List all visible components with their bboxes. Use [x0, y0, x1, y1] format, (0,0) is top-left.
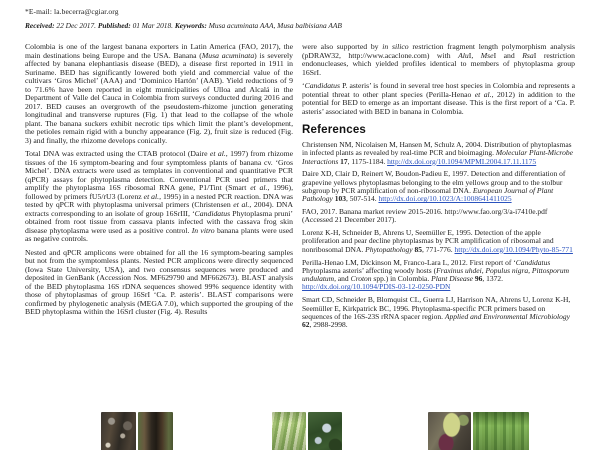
- text-run: 103: [334, 194, 346, 204]
- text-run: Perilla-Henao LM, Dickinson M, Franco-Lara L, 2012. First report of ‘: [302, 257, 516, 267]
- text-run: Published:: [97, 21, 133, 30]
- left-column: [25, 43, 293, 334]
- text-run: Rsa: [522, 50, 534, 60]
- text-run: , 1997) from rhizome tissues of the 16 symptom-bearing and four symptomless plants of banana cv. ‘Gros Michel’. DNA extracts were used as templates in conventional and quantitative PCR (qPCR) assays for phytoplasma detection. Conventional PCR used primers that amplify the phytoplasma 16S ribosomal RNA gene, P1/Tint (Smart: [25, 149, 293, 192]
- text-run: , 2004). DNA extracts corresponding to an isolate of group 16SrIII, ‘: [25, 200, 294, 218]
- text-run: et al.: [474, 89, 492, 99]
- text-run: et al.: [250, 183, 268, 192]
- text-run: Alu: [458, 50, 469, 60]
- paragraph-rflp: [302, 43, 575, 77]
- text-run: Lorenz K-H, Schneider B, Ahrens U, Seemüller E, 1995. Detection of the apple proliferation and pear decline phytoplasmas by PCR amplification of ribosomal and nonribosomal DNA.: [302, 228, 554, 254]
- text-run: , 2012) in addition to the potential for BED to emerge as an important disease. This is the first report of a ‘Ca. P. asteris’ associated with BED in banana in Colombia.: [302, 89, 576, 116]
- text-run: Mse: [480, 50, 494, 60]
- paragraph-results: [25, 249, 293, 317]
- text-run: Received:: [25, 21, 57, 30]
- text-run: In vitro: [191, 225, 215, 235]
- figure-1-pair: [101, 412, 173, 450]
- text-run: Smart CD, Schneider B, Blomquist CL, Guerra LJ, Harrison NA, Ahrens U, Lorenz K-H, Seemüller E, Kirkpatrick BC, 1996. Phytoplasma-specific PCR primers based on sequences of the 16S-23S rRNA spacer region.: [302, 295, 571, 321]
- text-run: , 1996), followed by primers fU5/rU3 (Lorenz: [25, 183, 294, 201]
- figure-3-pair: [428, 412, 529, 450]
- text-run: ) is severely affected by banana elephantiasis disease (BED), a disease first reported in 1911 in Suriname. BED has significantly lowered both yield and commercial value of the cultivars ‘Gros Michel’ (AAA) and ‘Dominico Hartón’ (AAB). Yield reductions of 9 to 71.6% have been reported in eight municipalities of Ulloa and Alcalá in the Department of Valle del Cauca in Colombia from surveys conducted during 2016 and 2017. BED causes an overgrowth of the pseudostem-rhizome junction generating longitudinal and transverse ruptures (Fig. 1) that lead to the collapse of the whole plant. The banana suckers exhibit necrotic tips which limit the plant’s development, the petioles remain rigid with a bunchy appearance (Fig. 2), fruit size is reduced (Fig. 3) and finally, the rhizome develops conically.: [25, 50, 293, 145]
- text-run: spp.) in Colombia.: [371, 274, 432, 284]
- text-run: 62: [302, 320, 310, 330]
- text-run: Plant Disease: [431, 274, 474, 284]
- two-column-body: [25, 43, 575, 334]
- text-run: Keywords:: [174, 21, 209, 30]
- text-run: Candidatus: [515, 257, 551, 267]
- text-run: Fraxinus uhdei, Populus nigra, Pittosporum undulatum,: [302, 265, 569, 284]
- text-run: et al.: [233, 200, 250, 209]
- text-run: et al.: [143, 191, 160, 201]
- text-run: Phytopathology: [365, 244, 413, 254]
- text-run: Musa acuminata: [201, 50, 255, 60]
- text-run: , 1372.: [482, 274, 504, 284]
- reference-item: [302, 229, 575, 254]
- text-run: Colombia is one of the largest banana exporters in Latin America (FAO, 2017), the main destinations being Europe and the USA. Banana (: [25, 42, 293, 60]
- text-run: Daire XD, Clair D, Reinert W, Boudon-Padieu E, 1997. Detection and differentiation of grapevine yellows phytoplasmas belonging to the elm yellows group and to the stolbur subgroup by PCR amplification of non-ribosomal DNA.: [302, 169, 566, 195]
- text-run: , 1995) in a nested PCR reaction. DNA was tested by qPCR with phytoplasma universal primers (Christensen: [25, 191, 293, 209]
- text-run: Phytoplasma pruni’ obtained from root tissue from cassava plants infected with the cassava frog skin disease phytoplasma were used as a positive control.: [25, 208, 293, 235]
- text-run: banana plants were used as negative controls.: [25, 225, 293, 243]
- article-meta-line: [25, 21, 585, 30]
- text-run: 85: [414, 244, 422, 254]
- reference-item: [302, 208, 575, 225]
- doi-link[interactable]: http://dx.doi.org/10.1094/MPMI.2004.17.11.1175: [387, 156, 537, 166]
- text-run: Christensen NM, Nicolaisen M, Hansen M, Schulz A, 2004. Distribution of phytoplasmas in infected plants as revealed by real-time PCR and bioimaging.: [302, 140, 572, 158]
- right-column: [302, 43, 575, 334]
- doi-link[interactable]: http://dx.doi.org/10.1094/Phyto-85-771: [454, 244, 573, 254]
- paragraph-methods: [25, 150, 293, 244]
- text-run: FAO, 2017. Banana market review 2015-2016. http://www.fao.org/3/a-i7410e.pdf (Accessed 21 December 2017).: [302, 207, 548, 225]
- text-run: Molecular Plant-Microbe Interactions: [302, 148, 573, 166]
- figure-2-right-image: [308, 412, 342, 450]
- figure-2-left-image: [272, 412, 306, 450]
- text-run: 17: [340, 156, 348, 166]
- text-run: Candidatus: [304, 81, 341, 90]
- paragraph-introduction: [25, 43, 293, 145]
- text-run: in silico: [382, 42, 409, 51]
- references-heading: References: [302, 124, 367, 136]
- text-run: Musa acuminata AAA, Musa balbisiana AAB: [208, 21, 342, 30]
- text-run: Nested and qPCR amplicons were obtained for all the 16 symptom-bearing samples but not from the symptomless plants. Nested PCR amplicons were directly sequenced (Iowa State University, USA), and two consensus sequences were produced and deposited in GenBank (Accession Nos. MF629790 and MF662673). BLAST analysis of the BED phytoplasma 16S rDNA sequences showed 99% sequence identity with those of phytoplasmas of group 16SrI ‘Ca. P. asteris’. BLAST comparisons were confirmed by phylogenetic analysis (MEGA 7.0), which supported the grouping of the BED phytoplasma within the 16SrI cluster (Fig. 4). Results: [25, 247, 293, 316]
- text-run: Phytoplasma asteris’ affecting woody hosts (: [302, 265, 437, 275]
- text-run: were also supported by: [302, 42, 383, 51]
- text-run: , 771-776.: [422, 244, 455, 254]
- text-run: et al.: [209, 149, 226, 158]
- corresponding-email: *E-mail: la.becerra@cgiar.org: [25, 7, 119, 16]
- text-run: 01 Mar 2018.: [132, 21, 175, 30]
- figure-1-left-image: [101, 412, 136, 450]
- text-run: European Journal of Plant Pathology: [302, 185, 554, 204]
- text-run: I restriction endonucleases, which yielded profiles identical to members of phytoplasma group 16SrI.: [302, 50, 575, 77]
- figure-2-pair: [272, 412, 342, 450]
- reference-item: [302, 296, 575, 329]
- text-run: P. asteris’ is found in several tree host species in Colombia and represents a potential threat to other plant species (Perilla-Henao: [302, 81, 575, 99]
- paragraph-conclusion: [302, 82, 575, 116]
- text-run: I and: [493, 50, 523, 60]
- figure-3-right-image: [473, 412, 529, 450]
- text-run: Total DNA was extracted using the CTAB protocol (Daire: [25, 149, 210, 158]
- text-run: , 1175-1184.: [347, 156, 388, 166]
- text-run: 22 Dec 2017.: [56, 21, 98, 30]
- figure-thumbnail-strip: [0, 412, 600, 450]
- text-run: , 2988-2998.: [309, 320, 348, 330]
- figure-1-right-image: [138, 412, 173, 450]
- text-run: restriction fragment length polymorphism analysis (pDRAW32, http://www.acaclone.com) with: [302, 42, 576, 60]
- text-run: I,: [468, 50, 481, 60]
- reference-item: [302, 259, 575, 292]
- text-run: Applied and Environmental Microbiology: [444, 311, 570, 321]
- figure-3-left-image: [428, 412, 471, 450]
- text-run: ‘: [302, 81, 305, 90]
- doi-link[interactable]: http://dx.doi.org/10.1023/A:1008641411025: [378, 194, 512, 204]
- text-run: Candidatus: [194, 208, 231, 218]
- reference-item: [302, 170, 575, 203]
- doi-link[interactable]: http://dx.doi.org/10.1094/PDIS-03-12-0250-PDN: [302, 282, 451, 292]
- text-run: 96: [474, 274, 483, 284]
- reference-item: [302, 141, 575, 166]
- text-run: , 507-514.: [345, 194, 379, 204]
- text-run: Croton: [350, 274, 372, 284]
- text-run: and: [335, 274, 351, 284]
